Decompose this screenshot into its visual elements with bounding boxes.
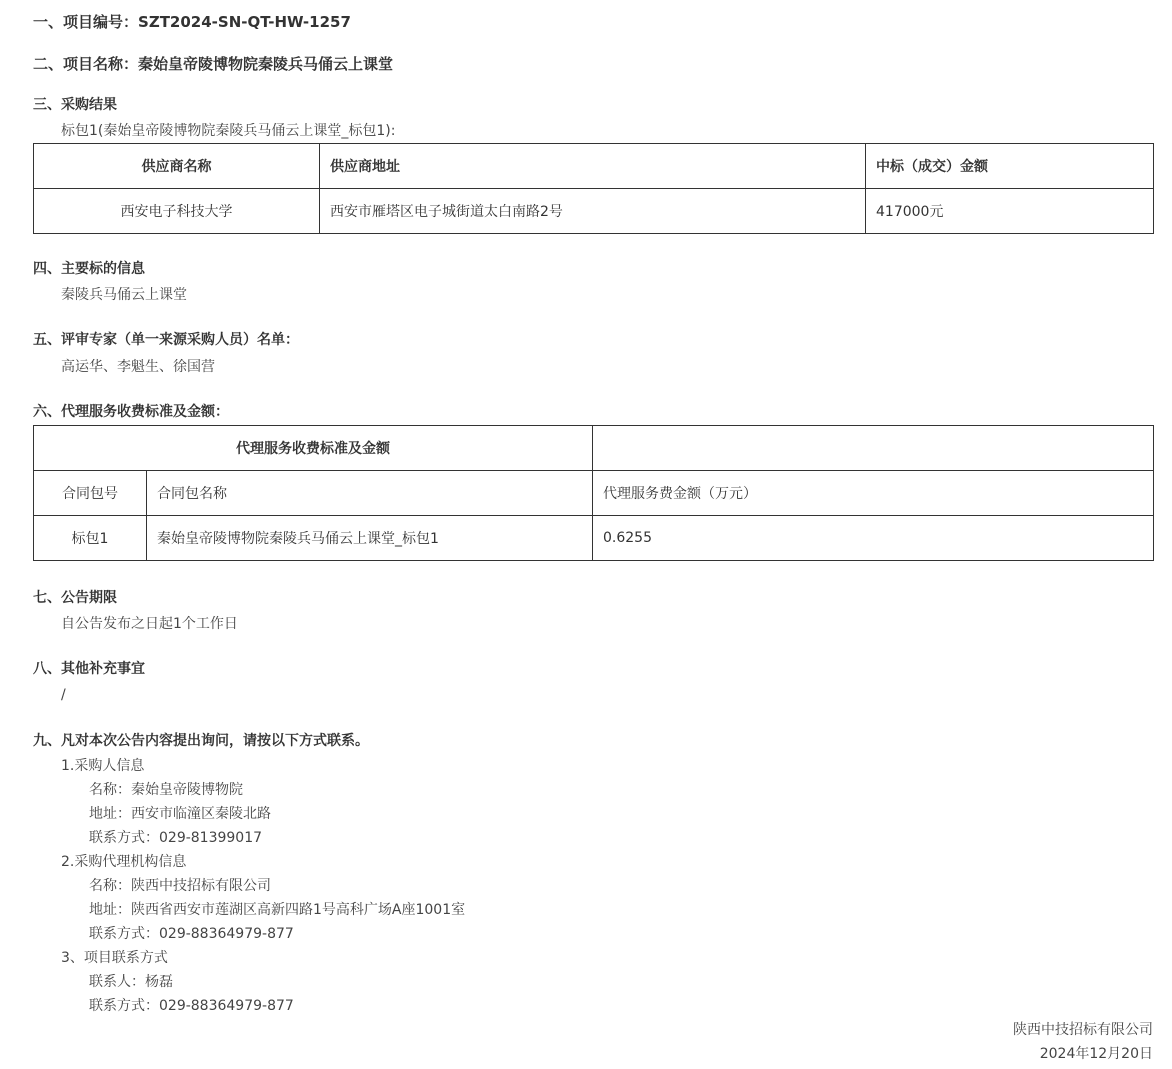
project-contact-phone: 联系方式：029-88364979-877 — [89, 998, 294, 1014]
cell-supplier-address: 西安市雁塔区电子城街道太白南路2号 — [320, 189, 866, 234]
purchaser-contact: 联系方式：029-81399017 — [89, 830, 263, 846]
notice-period-title: 七、公告期限 — [33, 590, 117, 606]
agency-title: 2.采购代理机构信息 — [61, 854, 187, 870]
cell-package-name: 秦始皇帝陵博物院秦陵兵马俑云上课堂_标包1 — [147, 516, 593, 561]
header-package-number: 合同包号 — [34, 471, 147, 516]
project-contact-title: 3、项目联系方式 — [61, 950, 168, 966]
package-line: 标包1(秦始皇帝陵博物院秦陵兵马俑云上课堂_标包1): — [61, 123, 396, 139]
project-name-line — [33, 54, 393, 74]
agency-address: 地址：陕西省西安市莲湖区高新四路1号高科广场A座1001室 — [89, 902, 466, 918]
header-fee-standard: 代理服务收费标准及金额 — [34, 426, 593, 471]
header-bid-amount: 中标（成交）金额 — [866, 144, 1154, 189]
project-name-label: 二、项目名称： — [33, 55, 139, 73]
cell-bid-amount: 417000元 — [866, 189, 1154, 234]
project-contact-person: 联系人：杨磊 — [89, 974, 173, 990]
cell-package-number: 标包1 — [34, 516, 147, 561]
notice-period-content: 自公告发布之日起1个工作日 — [61, 616, 238, 632]
table-header-row — [34, 471, 1154, 516]
expert-list-content: 高运华、李魁生、徐国营 — [61, 359, 215, 375]
main-subject-title: 四、主要标的信息 — [33, 261, 145, 277]
purchaser-title: 1.采购人信息 — [61, 758, 145, 774]
header-supplier-address: 供应商地址 — [320, 144, 866, 189]
agency-fee-table — [33, 425, 1154, 561]
project-number-label: 一、项目编号： — [33, 13, 139, 31]
result-table — [33, 143, 1154, 234]
cell-fee-amount: 0.6255 — [593, 516, 1154, 561]
signature-company: 陕西中技招标有限公司 — [1013, 1022, 1153, 1038]
header-fee-amount: 代理服务费金额（万元） — [593, 471, 1154, 516]
procurement-result-title: 三、采购结果 — [33, 97, 117, 113]
agency-name: 名称：陕西中技招标有限公司 — [89, 878, 271, 894]
header-fee-empty — [593, 426, 1154, 471]
main-subject-content: 秦陵兵马俑云上课堂 — [61, 287, 187, 303]
table-row — [34, 189, 1154, 234]
table-row — [34, 516, 1154, 561]
agency-contact: 联系方式：029-88364979-877 — [89, 926, 294, 942]
project-number-line — [33, 12, 351, 32]
other-matters-title: 八、其他补充事宜 — [33, 661, 145, 677]
other-matters-content: / — [61, 687, 66, 703]
header-supplier-name: 供应商名称 — [34, 144, 320, 189]
header-package-name: 合同包名称 — [147, 471, 593, 516]
purchaser-address: 地址：西安市临潼区秦陵北路 — [89, 806, 271, 822]
project-name-value: 秦始皇帝陵博物院秦陵兵马俑云上课堂 — [138, 55, 394, 73]
signature-date: 2024年12月20日 — [1039, 1046, 1153, 1062]
table-top-header-row — [34, 426, 1154, 471]
contact-title: 九、凡对本次公告内容提出询问，请按以下方式联系。 — [33, 733, 369, 749]
expert-list-title: 五、评审专家（单一来源采购人员）名单： — [33, 332, 299, 348]
cell-supplier-name: 西安电子科技大学 — [34, 189, 320, 234]
project-number-value: SZT2024-SN-QT-HW-1257 — [138, 13, 351, 31]
agency-fee-title: 六、代理服务收费标准及金额： — [33, 404, 229, 420]
purchaser-name: 名称：秦始皇帝陵博物院 — [89, 782, 243, 798]
table-header-row — [34, 144, 1154, 189]
